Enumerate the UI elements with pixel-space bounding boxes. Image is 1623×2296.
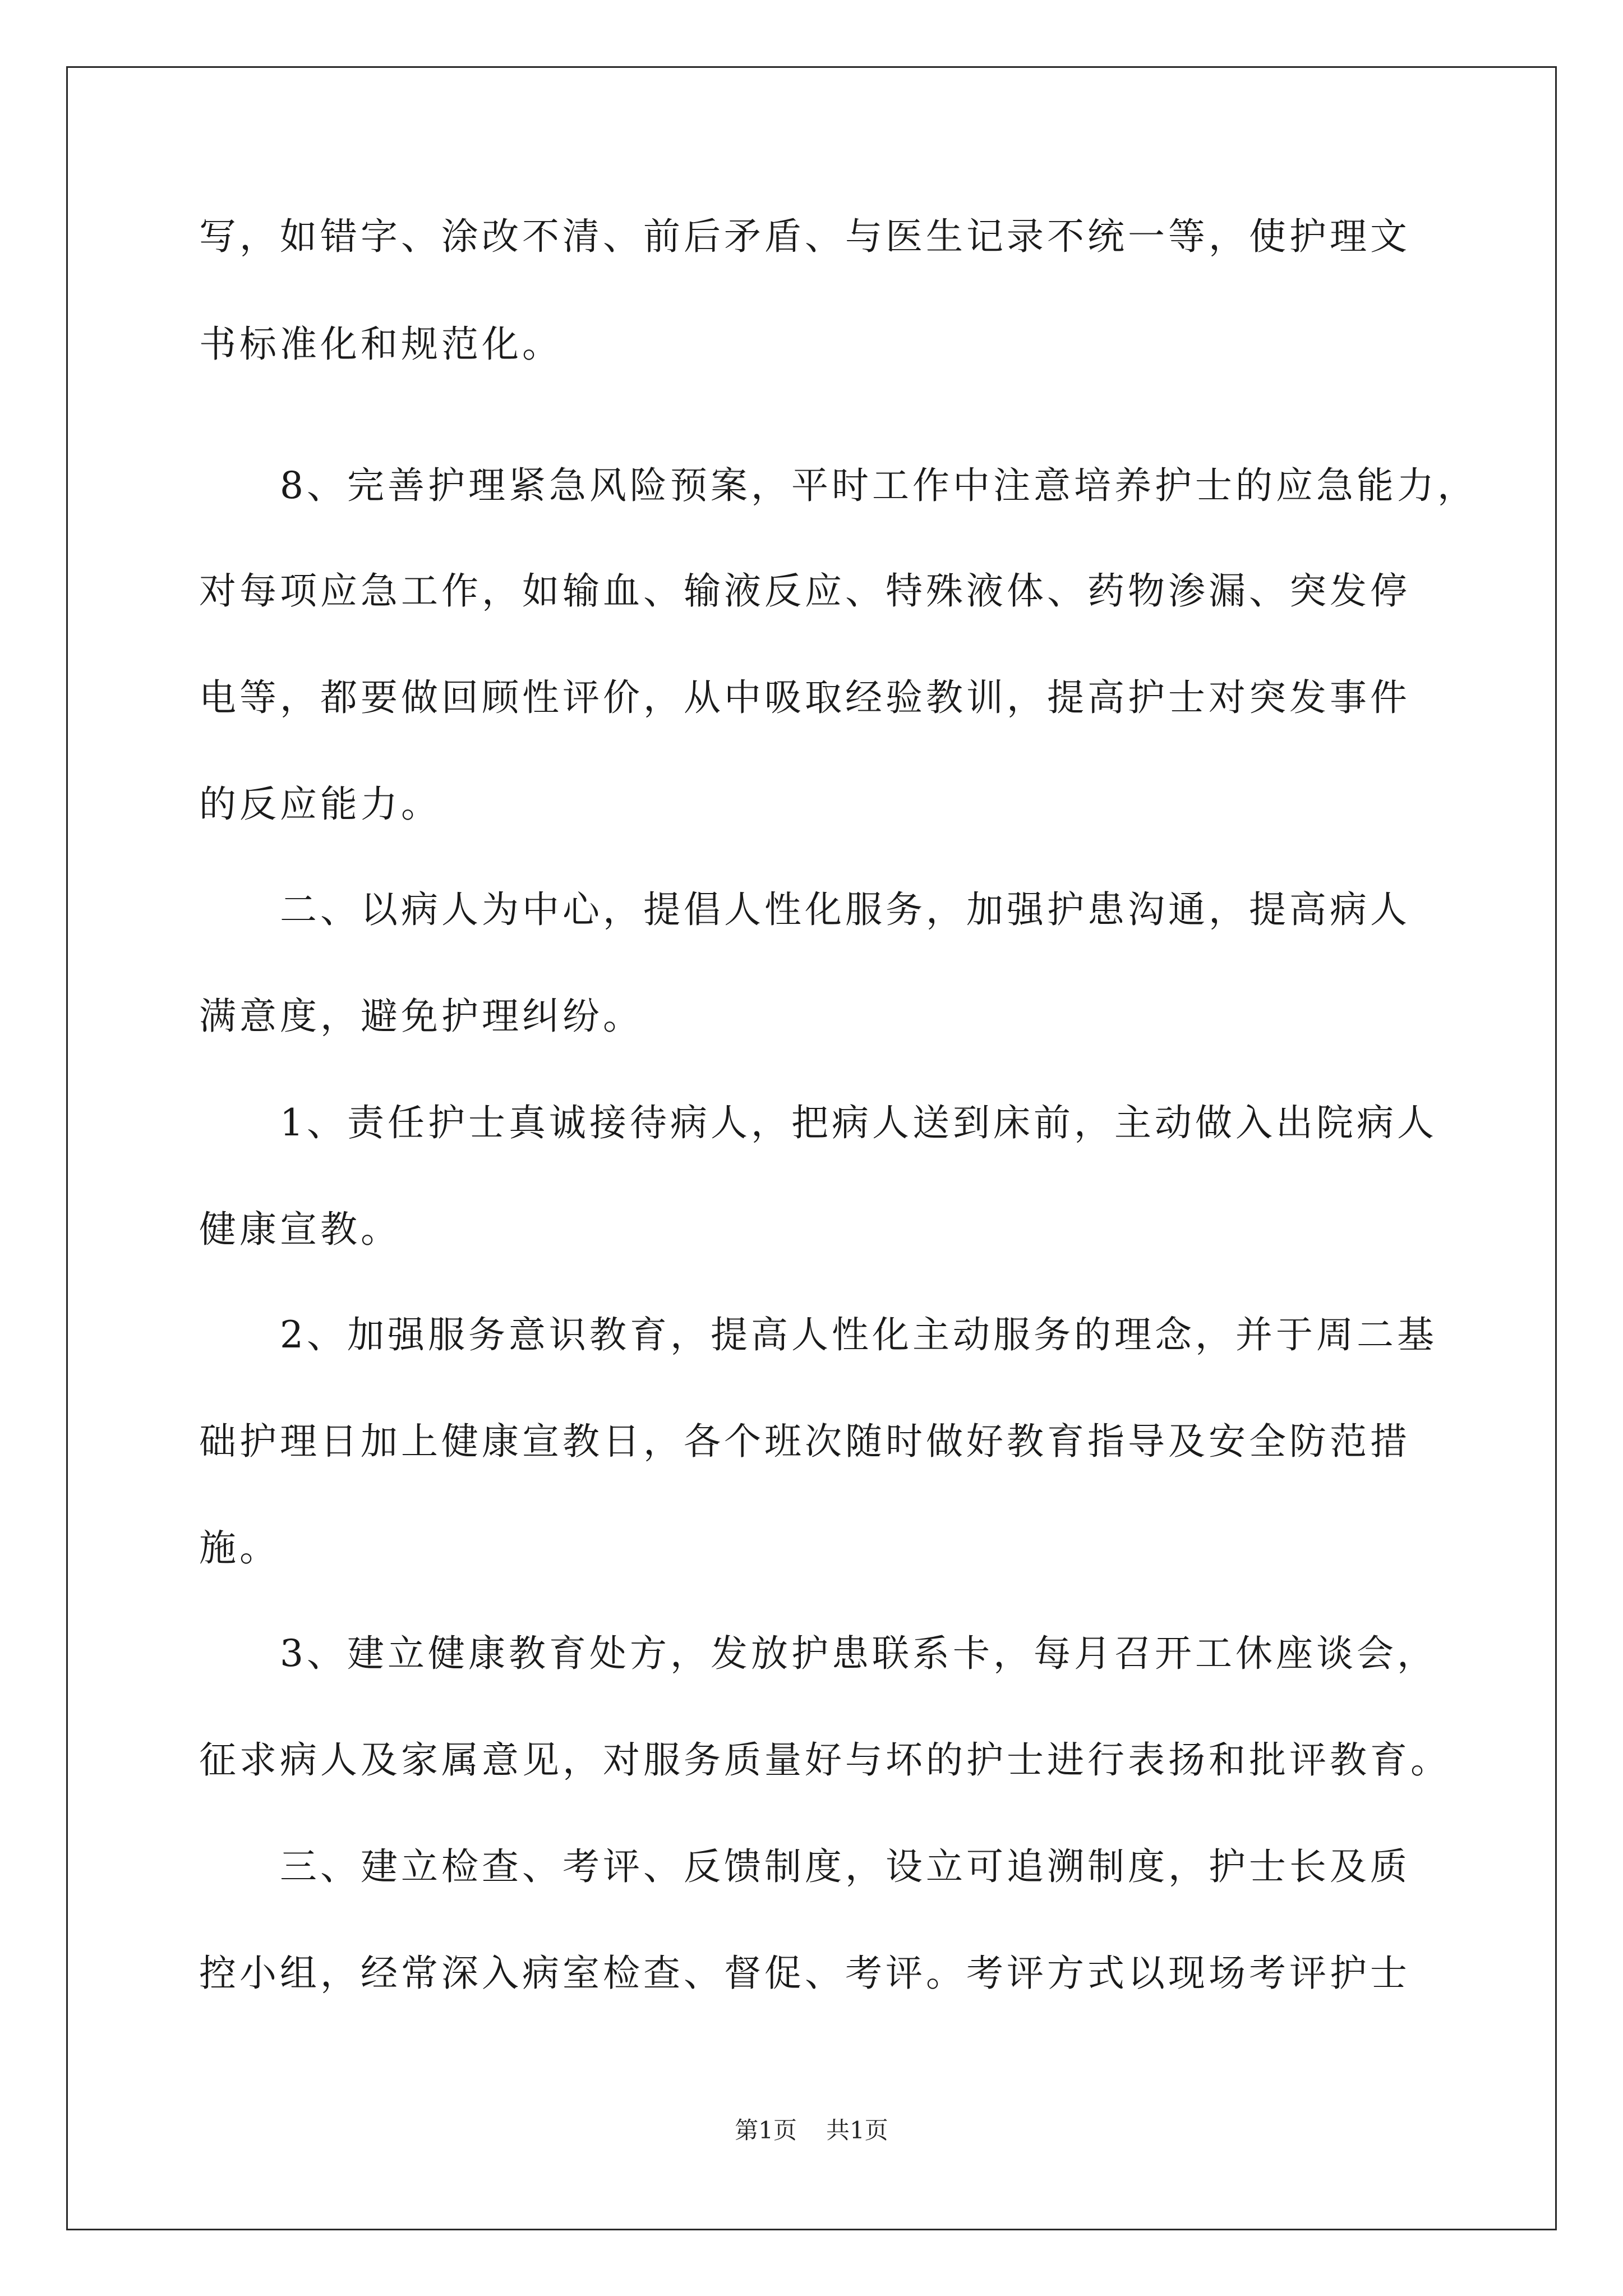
text-line: 施。 xyxy=(199,1526,280,1570)
page-number: 第1页 xyxy=(735,2116,797,2144)
text-line: 电等，都要做回顾性评价，从中吸取经验教训，提高护士对突发事件 xyxy=(199,676,1410,719)
text-line: 书标准化和规范化。 xyxy=(199,323,562,366)
page-footer xyxy=(0,2116,1623,2145)
text-line: 二、以病人为中心，提倡人性化服务，加强护患沟通，提高病人 xyxy=(199,888,1410,931)
text-line: 满意度，避免护理纠纷。 xyxy=(199,995,643,1038)
page-total: 共1页 xyxy=(826,2116,888,2144)
text-line: 征求病人及家属意见，对服务质量好与坏的护士进行表扬和批评教育。 xyxy=(199,1738,1451,1782)
text-line: 健康宣教。 xyxy=(199,1208,401,1251)
text-line: 的反应能力。 xyxy=(199,783,441,826)
text-line: 对每项应急工作，如输血、输液反应、特殊液体、药物渗漏、突发停 xyxy=(199,569,1410,613)
text-line: 1、责任护士真诚接待病人，把病人送到床前，主动做入出院病人 xyxy=(199,1101,1437,1144)
text-line: 三、建立检查、考评、反馈制度，设立可追溯制度，护士长及质 xyxy=(199,1845,1410,1888)
text-line: 2、加强服务意识教育，提高人性化主动服务的理念，并于周二基 xyxy=(199,1313,1437,1356)
text-line: 础护理日加上健康宣教日，各个班次随时做好教育指导及安全防范措 xyxy=(199,1420,1410,1463)
text-line: 控小组，经常深入病室检查、督促、考评。考评方式以现场考评护士 xyxy=(199,1952,1410,1995)
text-line: 8、完善护理紧急风险预案，平时工作中注意培养护士的应急能力， xyxy=(199,464,1478,507)
page-border xyxy=(66,66,1557,2230)
text-line: 写，如错字、涂改不清、前后矛盾、与医生记录不统一等，使护理文 xyxy=(199,215,1410,258)
text-line: 3、建立健康教育处方，发放护患联系卡，每月召开工休座谈会， xyxy=(199,1632,1437,1675)
